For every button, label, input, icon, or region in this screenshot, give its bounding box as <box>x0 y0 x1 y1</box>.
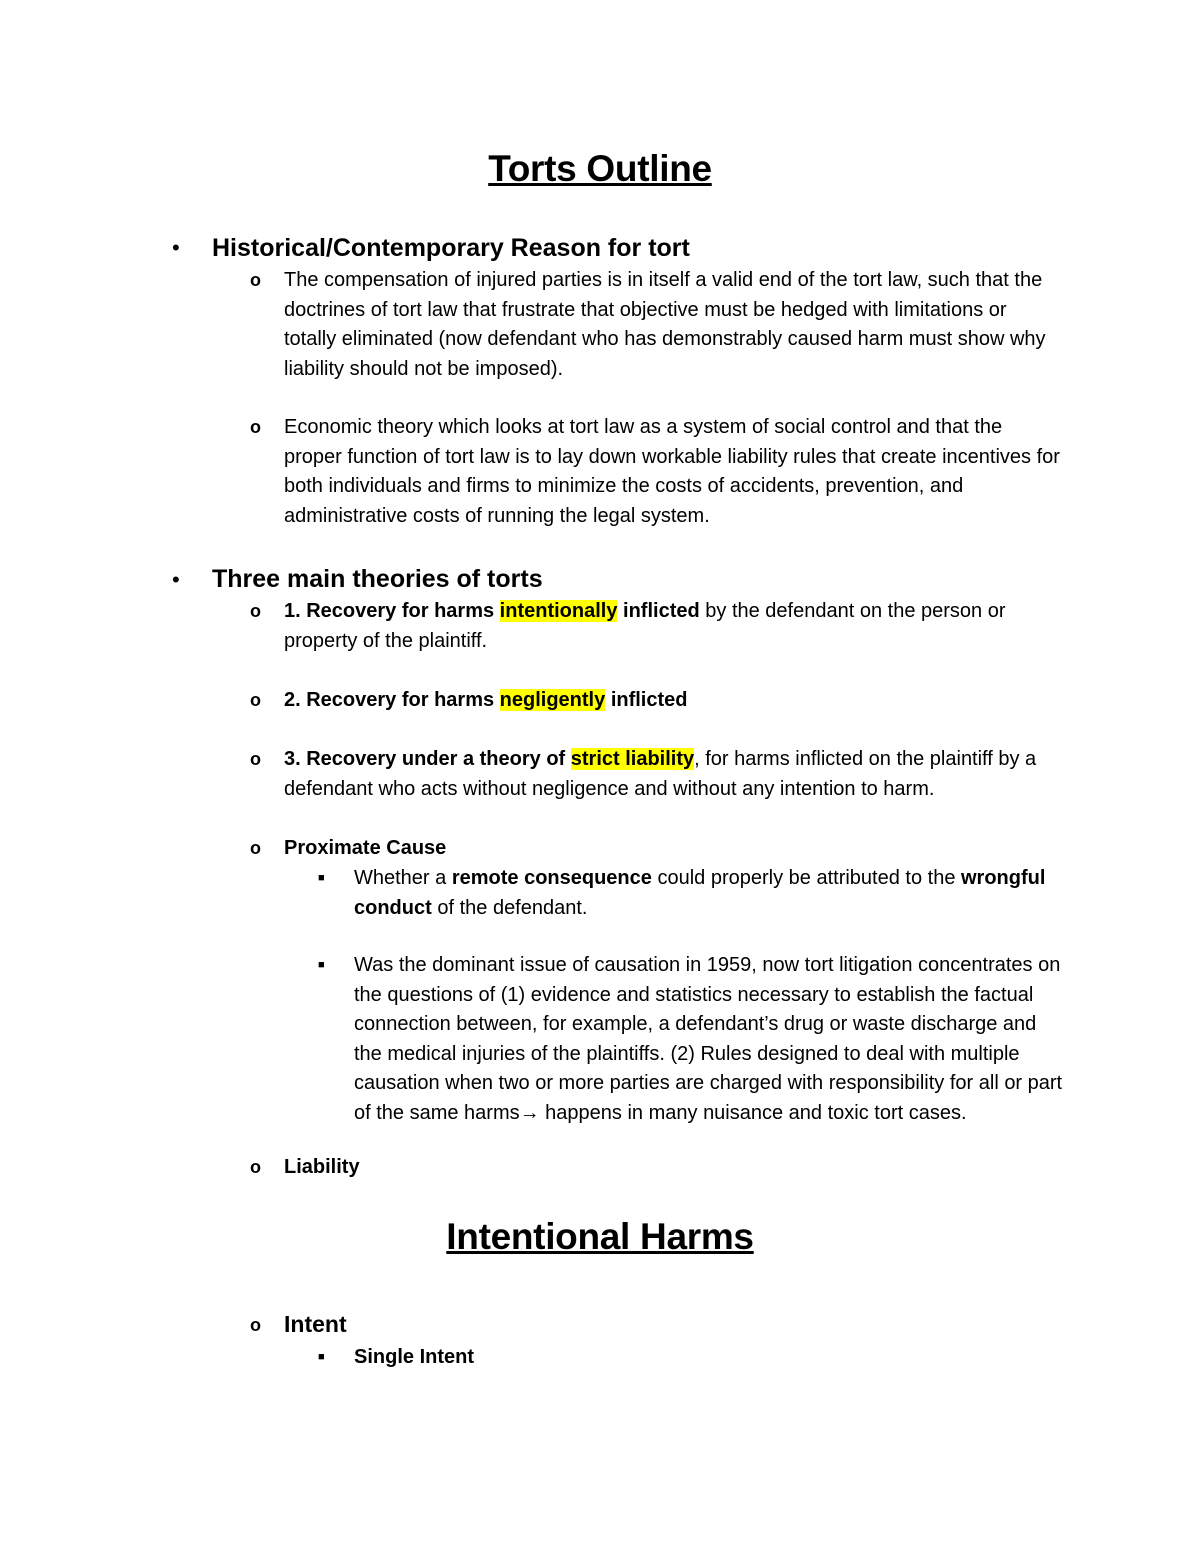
pc-def-mid: could properly be attributed to the <box>657 867 956 889</box>
bullet-icon: • <box>172 235 180 260</box>
section-heading-history: Historical/Contemporary Reason for tort <box>212 234 690 262</box>
circle-bullet-icon: o <box>250 690 261 710</box>
circle-bullet-icon: o <box>250 1315 261 1335</box>
single-intent-label: Single Intent <box>354 1346 474 1368</box>
history-point-compensation: The compensation of injured parties is in itself a valid end of the tort law, such that the doctrines of tort law that frustrate that objective must be hedged with limitations or totally eliminated (now defendant who has demonstrably caused harm must show why liability should not be imposed). <box>284 269 1046 380</box>
highlight-strict-liability: strict liability <box>570 748 695 770</box>
circle-bullet-icon: o <box>250 1157 261 1177</box>
proximate-cause-history: Was the dominant issue of causation in 1959, now tort litigation concentrates on the questions of (1) evidence and statistics necessary to establish the factual connection between, for example, a defendant’s drug or waste discharge and the medical injuries of the plaintiffs. (2) Rules designed to deal with multiple causation when two or more parties are charged with responsibility for all or part of the same harms→ happens in many nuisance and toxic tort cases. <box>354 954 1063 1124</box>
circle-bullet-icon: o <box>250 417 261 437</box>
theory-negligent-bold: inflicted <box>610 689 688 711</box>
section-title-intentional-harms: Intentional Harms <box>446 1216 754 1257</box>
square-bullet-icon: ■ <box>318 872 325 884</box>
theory-strict <box>284 745 1064 804</box>
bullet-icon: • <box>172 567 180 592</box>
intent-label: Intent <box>284 1311 347 1337</box>
proximate-cause-definition <box>354 864 1064 923</box>
history-point-economic: Economic theory which looks at tort law as a system of social control and that the proper function of tort law is to lay down workable liability rules that create incentives for both individuals and firms to minimize the costs of accidents, prevention, and administrative costs of running the legal system. <box>284 416 1060 527</box>
square-bullet-icon: ■ <box>318 1351 325 1363</box>
circle-bullet-icon: o <box>250 270 261 290</box>
proximate-cause-label: Proximate Cause <box>284 837 447 859</box>
pc-def-wrongful-conduct: wrongful conduct <box>354 867 1046 919</box>
circle-bullet-icon: o <box>250 601 261 621</box>
theory-strict-lead: 3. Recovery under a theory of <box>284 748 566 770</box>
theory-intentional <box>284 597 1064 656</box>
pc-def-pre: Whether a <box>354 867 447 889</box>
liability-label: Liability <box>284 1156 360 1178</box>
theory-intentional-bold: inflicted <box>623 600 700 622</box>
circle-bullet-icon: o <box>250 838 261 858</box>
square-bullet-icon: ■ <box>318 959 325 971</box>
theory-intentional-rest: by the defendant on the person or property of the plaintiff. <box>284 600 1006 652</box>
document-title: Torts Outline <box>488 148 712 189</box>
highlight-intentionally: intentionally <box>499 600 618 622</box>
pc-def-post: of the defendant. <box>437 896 588 919</box>
pc-def-remote-consequence: remote consequence <box>451 867 652 889</box>
theory-negligent-lead: 2. Recovery for harms <box>284 689 495 711</box>
highlight-negligently: negligently <box>499 689 606 711</box>
theory-strict-rest: , for harms inflicted on the plaintiff by a defendant who acts without negligence and without any intention to harm. <box>284 748 1037 800</box>
theory-negligent <box>284 686 1064 716</box>
section-heading-theories: Three main theories of torts <box>212 565 543 593</box>
circle-bullet-icon: o <box>250 749 261 769</box>
theory-intentional-lead: 1. Recovery for harms <box>284 600 495 622</box>
